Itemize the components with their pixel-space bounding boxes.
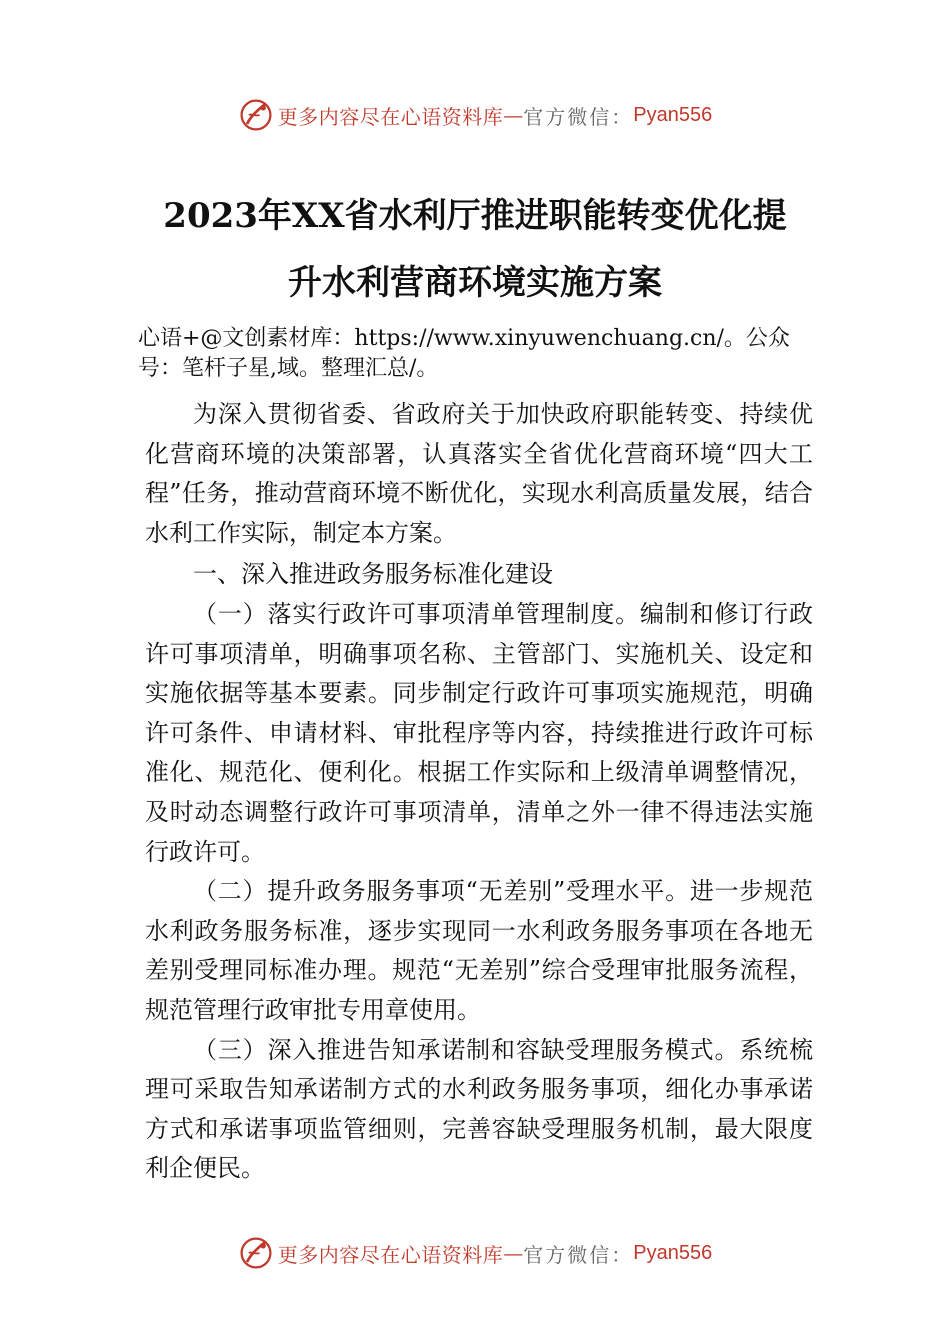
paragraph-item-1: （一）落实行政许可事项清单管理制度。编制和修订行政许可事项清单，明确事项名称、主管部门、实施机关、设定和实施依据等基本要素。同步制定行政许可事项实施规范，明确许可条件、申请材料、审批程序等内容，持续推进行政许可标准化、规范化、便利化。根据工作实际和上级清单调整情况，及时动态调整行政许可事项清单，清单之外一律不得违法实施行政许可。 xyxy=(145,599,813,866)
document-title-line2: 升水利营商环境实施方案 xyxy=(288,263,662,303)
paragraph-item-3: （三）深入推进告知承诺制和容缺受理服务模式。系统梳理可采取告知承诺制方式的水利政务服务事项，细化办事承诺方式和承诺事项监管细则，完善容缺受理服务机制，最大限度利企便民。 xyxy=(145,1035,813,1183)
source-line: 心语+@文创素材库：https://www.xinyuwenchuang.cn/。公众号：笔杆子星,域。整理汇总/。 xyxy=(138,326,790,381)
header-banner xyxy=(0,95,950,135)
banner-dash: — xyxy=(503,1241,524,1265)
brush-logo-icon xyxy=(238,1235,274,1271)
document-title-line1: 2023年XX省水利厅推进职能转变优化提 xyxy=(163,196,787,236)
banner-wechat-id: Pyan556 xyxy=(633,103,713,126)
banner-text-library: 更多内容尽在心语资料库 xyxy=(277,1242,504,1267)
paragraph-item-2: （二）提升政务服务事项“无差别”受理水平。进一步规范水利政务服务标准，逐步实现同一水利政务服务事项在各地无差别受理同标准办理。规范“无差别”综合受理审批服务流程，规范管理行政审批专用章使用。 xyxy=(145,877,813,1024)
footer-banner xyxy=(0,1233,950,1273)
paragraph-intro: 为深入贯彻省委、省政府关于加快政府职能转变、持续优化营商环境的决策部署，认真落实全省优化营商环境“四大工程”任务，推动营商环境不断优化，实现水利高质量发展，结合水利工作实际，制定本方案。 xyxy=(145,400,813,547)
banner-text-wechat: 官方微信： xyxy=(523,104,634,129)
section-heading-1: 一、深入推进政务服务标准化建设 xyxy=(193,560,553,589)
brush-logo-icon xyxy=(238,97,274,133)
banner-wechat-id: Pyan556 xyxy=(633,1241,713,1264)
document-body xyxy=(145,395,813,1189)
banner-text-library: 更多内容尽在心语资料库 xyxy=(277,104,504,129)
banner-dash: — xyxy=(503,103,524,127)
banner-text-wechat: 官方微信： xyxy=(523,1242,634,1267)
